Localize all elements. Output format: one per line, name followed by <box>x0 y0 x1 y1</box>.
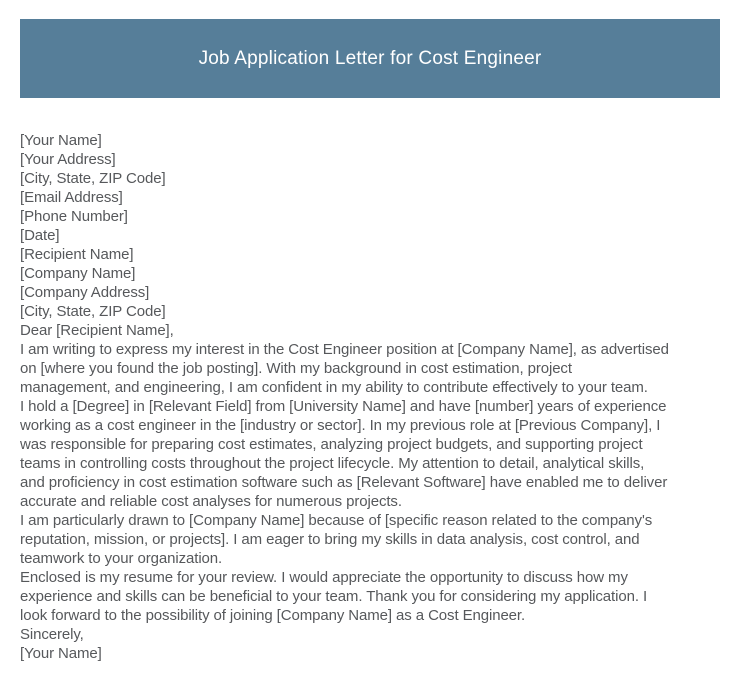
sender-block <box>20 131 726 245</box>
letter-line: I hold a [Degree] in [Relevant Field] from [University Name] and have [number] years of experience <box>20 398 667 415</box>
letter-line: management, and engineering, I am confident in my ability to contribute effectively to your team. <box>20 379 648 396</box>
recipient-name-line: [Recipient Name] <box>20 246 134 263</box>
sender-phone-line: [Phone Number] <box>20 208 128 225</box>
letter-line: look forward to the possibility of joining [Company Name] as a Cost Engineer. <box>20 607 526 624</box>
letter-line: and proficiency in cost estimation software such as [Relevant Software] have enabled me to deliver <box>20 474 668 491</box>
letter-line: reputation, mission, or projects]. I am eager to bring my skills in data analysis, cost control, and <box>20 531 640 548</box>
salutation-line: Dear [Recipient Name], <box>20 322 174 339</box>
letter-line: I am writing to express my interest in the Cost Engineer position at [Company Name], as advertised <box>20 341 669 358</box>
paragraph-2 <box>20 397 726 511</box>
date-line: [Date] <box>20 227 60 244</box>
sender-address-line: [Your Address] <box>20 151 116 168</box>
sender-name-line: [Your Name] <box>20 132 102 149</box>
signature-line: [Your Name] <box>20 645 102 662</box>
letter-line: Enclosed is my resume for your review. I would appreciate the opportunity to discuss how my <box>20 569 628 586</box>
recipient-block <box>20 245 726 321</box>
letter-line: was responsible for preparing cost estimates, analyzing project budgets, and supporting project <box>20 436 643 453</box>
salutation-block <box>20 321 726 340</box>
letter-line: teams in controlling costs throughout the project lifecycle. My attention to detail, analytical skills, <box>20 455 645 472</box>
letter-line: I am particularly drawn to [Company Name] because of [specific reason related to the company's <box>20 512 653 529</box>
letter-body <box>20 131 726 663</box>
letter-line: teamwork to your organization. <box>20 550 223 567</box>
letter-line: accurate and reliable cost analyses for numerous projects. <box>20 493 402 510</box>
recipient-address-line: [Company Address] <box>20 284 150 301</box>
paragraph-1 <box>20 340 726 397</box>
closing-block <box>20 625 726 663</box>
recipient-company-line: [Company Name] <box>20 265 136 282</box>
letter-line: on [where you found the job posting]. With my background in cost estimation, project <box>20 360 572 377</box>
sender-email-line: [Email Address] <box>20 189 123 206</box>
sender-city-line: [City, State, ZIP Code] <box>20 170 166 187</box>
letter-line: working as a cost engineer in the [industry or sector]. In my previous role at [Previous Company], I <box>20 417 661 434</box>
recipient-city-line: [City, State, ZIP Code] <box>20 303 166 320</box>
title-banner <box>20 19 720 98</box>
closing-line: Sincerely, <box>20 626 84 643</box>
paragraph-4 <box>20 568 726 625</box>
page-title: Job Application Letter for Cost Engineer <box>198 47 542 69</box>
letter-line: experience and skills can be beneficial to your team. Thank you for considering my application. I <box>20 588 648 605</box>
paragraph-3 <box>20 511 726 568</box>
